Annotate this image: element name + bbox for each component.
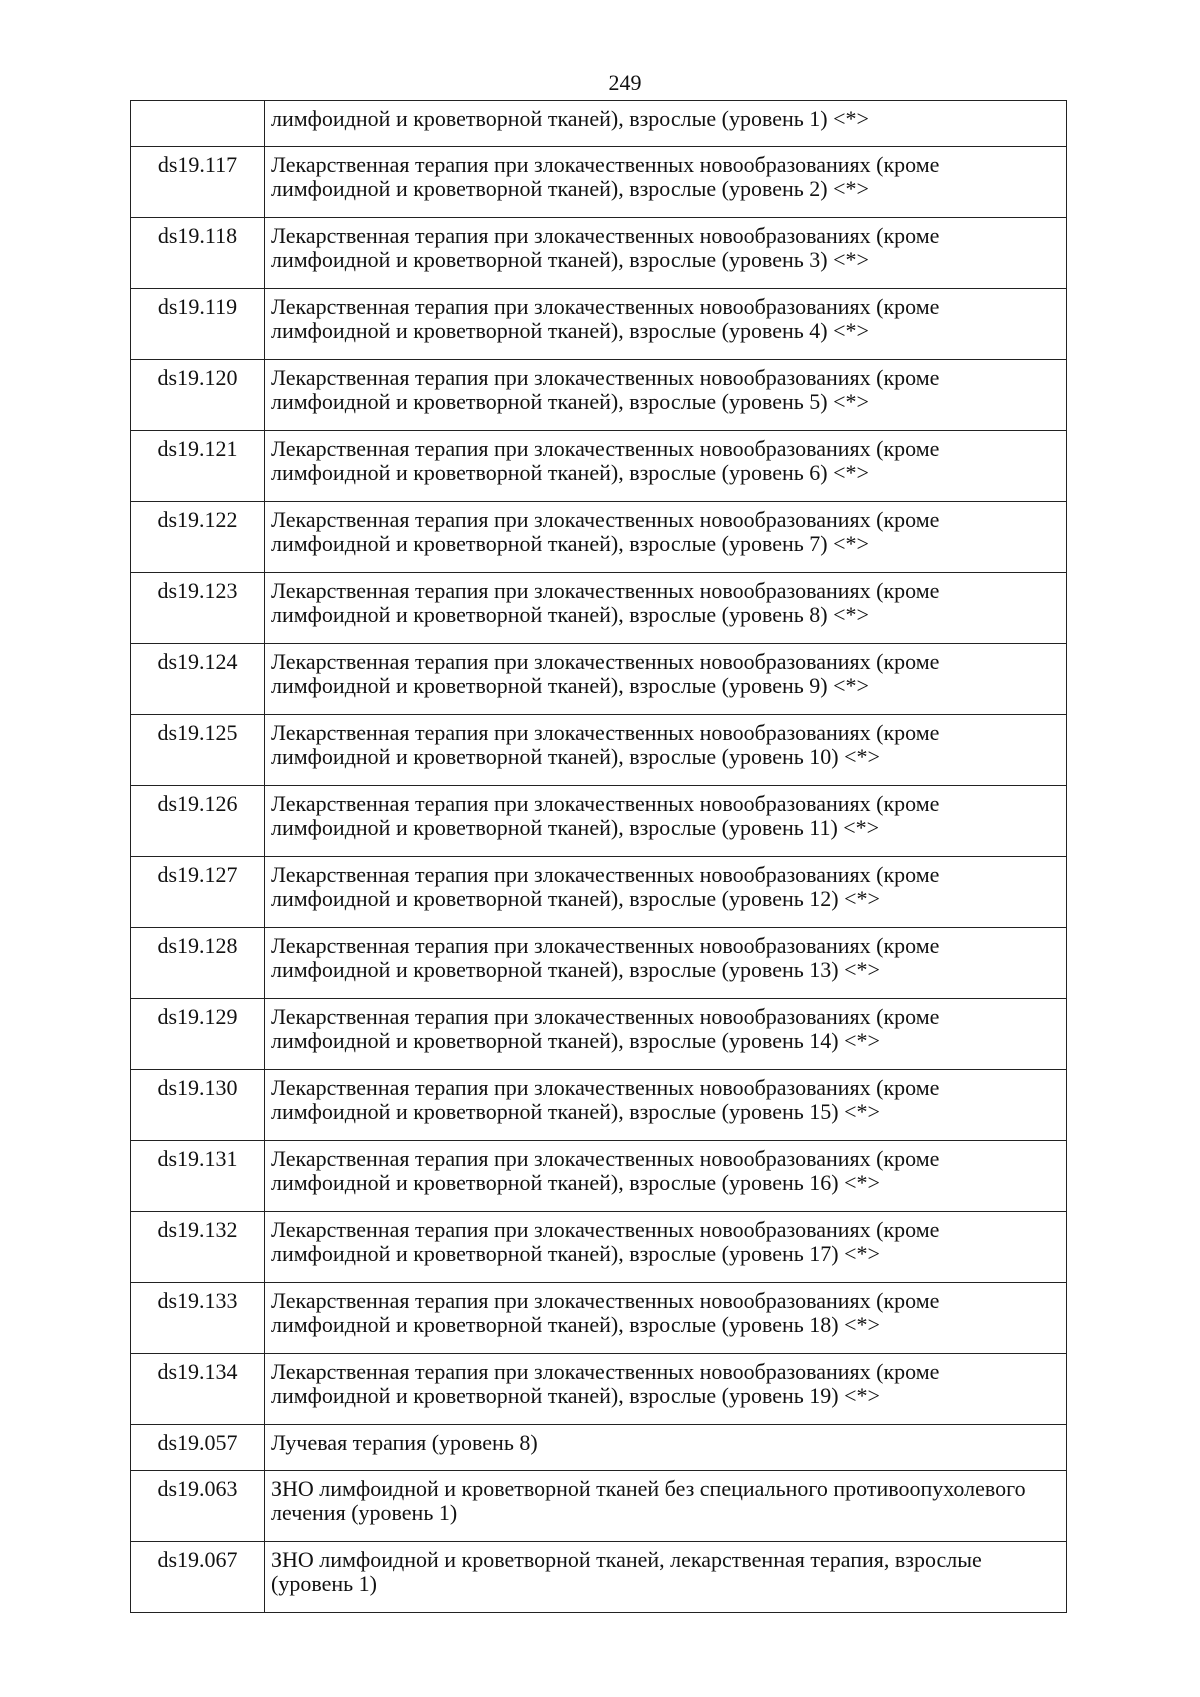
table-row	[131, 218, 1067, 289]
code-cell: ds19.119	[131, 289, 265, 360]
description-cell: Лекарственная терапия при злокачественных новообразованиях (кроме лимфоидной и кроветворной тканей), взрослые (уровень 14) <*>	[265, 999, 1067, 1070]
code-cell: ds19.134	[131, 1354, 265, 1425]
code-cell: ds19.120	[131, 360, 265, 431]
table-row	[131, 147, 1067, 218]
code-cell: ds19.127	[131, 857, 265, 928]
code-cell: ds19.122	[131, 502, 265, 573]
description-cell: Лекарственная терапия при злокачественных новообразованиях (кроме лимфоидной и кроветворной тканей), взрослые (уровень 9) <*>	[265, 644, 1067, 715]
description-cell: ЗНО лимфоидной и кроветворной тканей без специального противоопухолевого лечения (уровень 1)	[265, 1471, 1067, 1542]
code-cell: ds19.133	[131, 1283, 265, 1354]
description-cell: Лекарственная терапия при злокачественных новообразованиях (кроме лимфоидной и кроветворной тканей), взрослые (уровень 10) <*>	[265, 715, 1067, 786]
description-cell: Лекарственная терапия при злокачественных новообразованиях (кроме лимфоидной и кроветворной тканей), взрослые (уровень 8) <*>	[265, 573, 1067, 644]
code-cell: ds19.117	[131, 147, 265, 218]
description-cell: Лекарственная терапия при злокачественных новообразованиях (кроме лимфоидной и кроветворной тканей), взрослые (уровень 16) <*>	[265, 1141, 1067, 1212]
table-row	[131, 101, 1067, 147]
table-body	[131, 101, 1067, 1613]
code-cell: ds19.128	[131, 928, 265, 999]
code-cell: ds19.130	[131, 1070, 265, 1141]
table-row	[131, 857, 1067, 928]
table-row	[131, 1425, 1067, 1471]
description-cell: Лекарственная терапия при злокачественных новообразованиях (кроме лимфоидной и кроветворной тканей), взрослые (уровень 13) <*>	[265, 928, 1067, 999]
description-cell: Лекарственная терапия при злокачественных новообразованиях (кроме лимфоидной и кроветворной тканей), взрослые (уровень 4) <*>	[265, 289, 1067, 360]
table-row	[131, 1283, 1067, 1354]
description-cell: Лекарственная терапия при злокачественных новообразованиях (кроме лимфоидной и кроветворной тканей), взрослые (уровень 19) <*>	[265, 1354, 1067, 1425]
code-cell	[131, 101, 265, 147]
code-cell: ds19.131	[131, 1141, 265, 1212]
description-cell: Лекарственная терапия при злокачественных новообразованиях (кроме лимфоидной и кроветворной тканей), взрослые (уровень 6) <*>	[265, 431, 1067, 502]
description-cell: Лекарственная терапия при злокачественных новообразованиях (кроме лимфоидной и кроветворной тканей), взрослые (уровень 11) <*>	[265, 786, 1067, 857]
table-row	[131, 1212, 1067, 1283]
description-cell: Лекарственная терапия при злокачественных новообразованиях (кроме лимфоидной и кроветворной тканей), взрослые (уровень 5) <*>	[265, 360, 1067, 431]
table-row	[131, 1354, 1067, 1425]
table-row	[131, 1471, 1067, 1542]
description-cell: Лучевая терапия (уровень 8)	[265, 1425, 1067, 1471]
code-cell: ds19.121	[131, 431, 265, 502]
page-number: 249	[608, 70, 642, 95]
table-row	[131, 1542, 1067, 1613]
description-cell: Лекарственная терапия при злокачественных новообразованиях (кроме лимфоидной и кроветворной тканей), взрослые (уровень 2) <*>	[265, 147, 1067, 218]
code-cell: ds19.124	[131, 644, 265, 715]
code-cell: ds19.129	[131, 999, 265, 1070]
code-cell: ds19.067	[131, 1542, 265, 1613]
table-row	[131, 289, 1067, 360]
description-cell: Лекарственная терапия при злокачественных новообразованиях (кроме лимфоидной и кроветворной тканей), взрослые (уровень 18) <*>	[265, 1283, 1067, 1354]
description-cell: ЗНО лимфоидной и кроветворной тканей, лекарственная терапия, взрослые (уровень 1)	[265, 1542, 1067, 1613]
ksg-code-table	[130, 100, 1067, 1613]
table-row	[131, 928, 1067, 999]
table-row	[131, 1070, 1067, 1141]
table-row	[131, 786, 1067, 857]
table-row	[131, 573, 1067, 644]
code-cell: ds19.118	[131, 218, 265, 289]
description-cell: лимфоидной и кроветворной тканей), взрослые (уровень 1) <*>	[265, 101, 1067, 147]
table-row	[131, 360, 1067, 431]
table-row	[131, 1141, 1067, 1212]
table-row	[131, 502, 1067, 573]
description-cell: Лекарственная терапия при злокачественных новообразованиях (кроме лимфоидной и кроветворной тканей), взрослые (уровень 3) <*>	[265, 218, 1067, 289]
table-row	[131, 715, 1067, 786]
code-cell: ds19.123	[131, 573, 265, 644]
description-cell: Лекарственная терапия при злокачественных новообразованиях (кроме лимфоидной и кроветворной тканей), взрослые (уровень 15) <*>	[265, 1070, 1067, 1141]
code-cell: ds19.063	[131, 1471, 265, 1542]
table-row	[131, 431, 1067, 502]
code-cell: ds19.057	[131, 1425, 265, 1471]
code-cell: ds19.126	[131, 786, 265, 857]
description-cell: Лекарственная терапия при злокачественных новообразованиях (кроме лимфоидной и кроветворной тканей), взрослые (уровень 12) <*>	[265, 857, 1067, 928]
table-row	[131, 999, 1067, 1070]
description-cell: Лекарственная терапия при злокачественных новообразованиях (кроме лимфоидной и кроветворной тканей), взрослые (уровень 17) <*>	[265, 1212, 1067, 1283]
code-cell: ds19.132	[131, 1212, 265, 1283]
table-row	[131, 644, 1067, 715]
description-cell: Лекарственная терапия при злокачественных новообразованиях (кроме лимфоидной и кроветворной тканей), взрослые (уровень 7) <*>	[265, 502, 1067, 573]
code-cell: ds19.125	[131, 715, 265, 786]
